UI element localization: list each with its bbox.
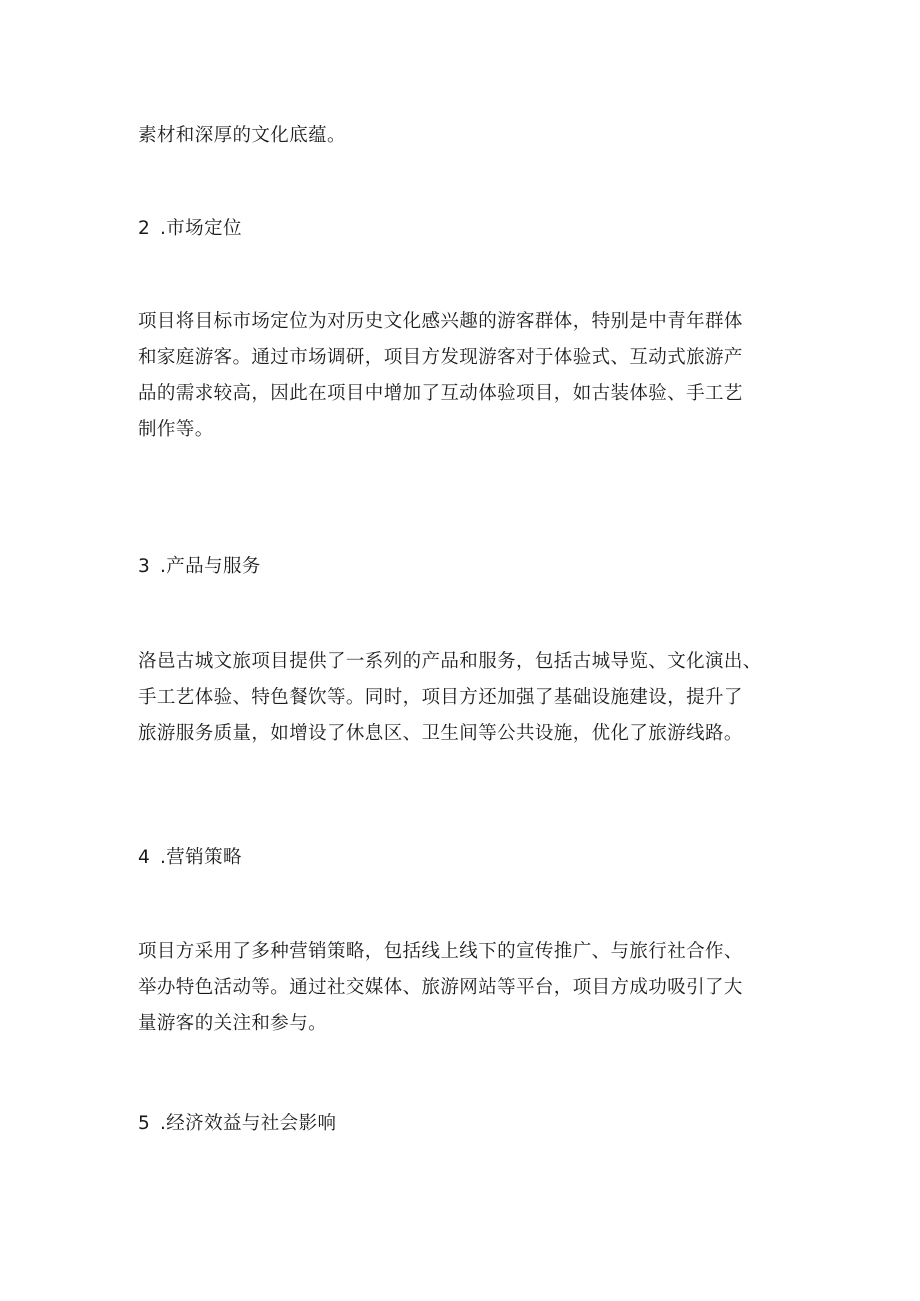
section-heading-5 (138, 1106, 336, 1142)
section-number: 3 (138, 556, 151, 577)
paragraph-line: 品的需求较高，因此在项目中增加了互动体验项目，如古装体验、手工艺 (138, 383, 743, 404)
paragraph-line: 手工艺体验、特色餐饮等。同时，项目方还加强了基础设施建设，提升了 (138, 687, 743, 708)
paragraph-continuation (138, 118, 798, 154)
paragraph-line: 项目将目标市场定位为对历史文化感兴趣的游客群体，特别是中青年群体 (138, 311, 743, 332)
paragraph-line: 洛邑古城文旅项目提供了一系列的产品和服务，包括古城导览、文化演出、 (138, 651, 762, 672)
section-number: 2 (138, 218, 151, 239)
paragraph-line: 制作等。 (138, 419, 214, 440)
paragraph-products-services (138, 644, 798, 752)
section-title: .营销策略 (160, 847, 242, 868)
section-number: 4 (138, 847, 151, 868)
section-heading-2 (138, 211, 242, 247)
paragraph-line: 项目方采用了多种营销策略，包括线上线下的宣传推广、与旅行社合作、 (138, 941, 743, 962)
paragraph-market-positioning (138, 304, 798, 448)
section-title: .产品与服务 (160, 556, 261, 577)
paragraph-line: 量游客的关注和参与。 (138, 1013, 328, 1034)
section-heading-3 (138, 549, 261, 585)
paragraph-marketing-strategy (138, 934, 798, 1042)
paragraph-line: 旅游服务质量，如增设了休息区、卫生间等公共设施，优化了旅游线路。 (138, 723, 743, 744)
section-heading-4 (138, 840, 242, 876)
section-title: .市场定位 (160, 218, 242, 239)
section-number: 5 (138, 1113, 151, 1134)
paragraph-line: 举办特色活动等。通过社交媒体、旅游网站等平台，项目方成功吸引了大 (138, 977, 743, 998)
paragraph-line: 和家庭游客。通过市场调研，项目方发现游客对于体验式、互动式旅游产 (138, 347, 743, 368)
paragraph-line: 素材和深厚的文化底蕴。 (138, 125, 346, 146)
section-title: .经济效益与社会影响 (160, 1113, 337, 1134)
